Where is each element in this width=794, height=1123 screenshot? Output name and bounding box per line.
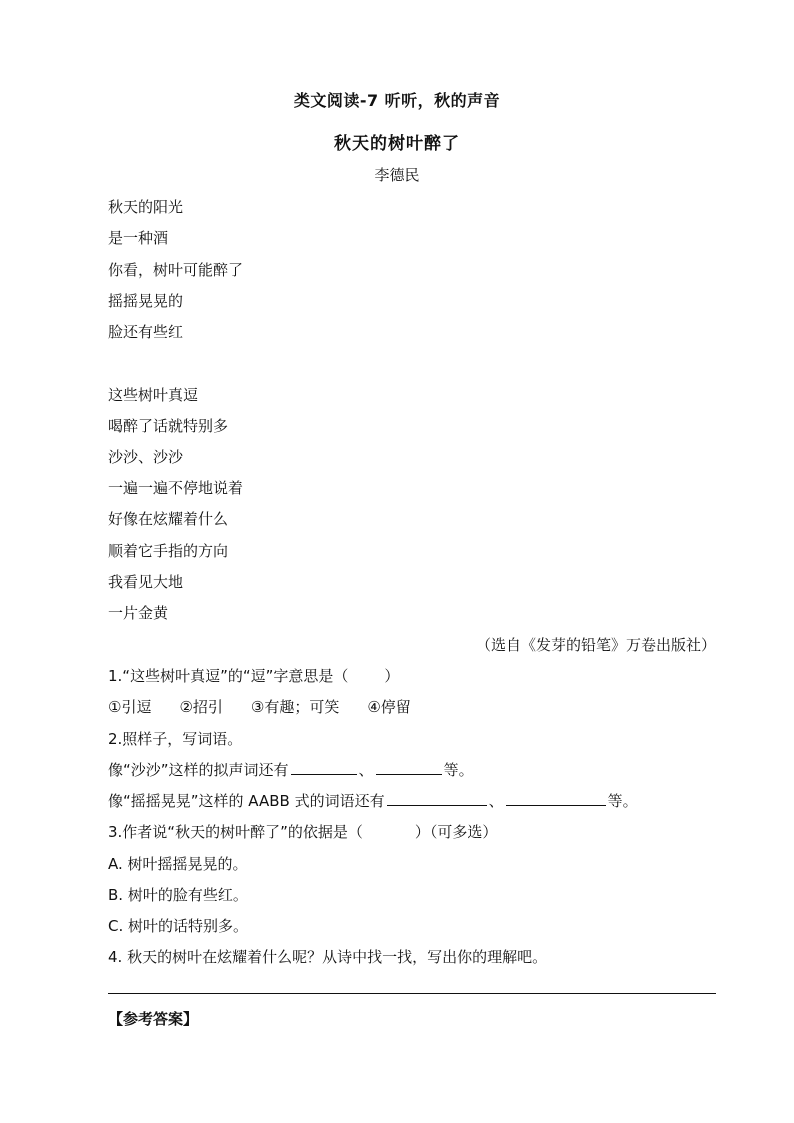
poem-line: 沙沙、沙沙 — [108, 448, 184, 466]
option-4: ④停留 — [367, 698, 411, 716]
question-4: 4. 秋天的树叶在炫耀着什么呢？从诗中找一找，写出你的理解吧。 — [108, 948, 548, 966]
worksheet-title: 类文阅读-7 听听，秋的声音 — [293, 91, 501, 110]
poem-line: 一遍一遍不停地说着 — [108, 479, 244, 497]
poem-author: 李德民 — [374, 166, 420, 184]
separator: 、 — [488, 792, 504, 810]
poem-line: 喝醉了话就特别多 — [108, 417, 229, 435]
question-2a-text: 像“沙沙”这样的拟声词还有 — [108, 761, 289, 779]
question-3-close: ）（可多选） — [414, 823, 498, 841]
poem-line: 你看，树叶可能醉了 — [108, 261, 244, 279]
poem-line: 这些树叶真逗 — [108, 386, 199, 404]
poem-line: 好像在炫耀着什么 — [108, 510, 229, 528]
answer-blank[interactable] — [291, 760, 357, 775]
question-1-options — [108, 696, 411, 717]
option-2: ②招引 — [179, 698, 223, 716]
question-3 — [108, 821, 497, 842]
question-2b-end: 等。 — [607, 792, 638, 810]
question-2b — [108, 790, 638, 811]
answer-heading: 【参考答案】 — [108, 1010, 199, 1028]
option-1: ①引逗 — [108, 698, 152, 716]
poem-source: （选自《发芽的铅笔》万卷出版社） — [475, 636, 716, 654]
answer-blank[interactable] — [506, 791, 606, 806]
question-1 — [108, 665, 399, 686]
question-2b-text: 像“摇摇晃晃”这样的 AABB 式的词语还有 — [108, 792, 385, 810]
poem-line: 脸还有些红 — [108, 323, 184, 341]
question-3-option-c: C. 树叶的话特别多。 — [108, 917, 249, 935]
question-2a-end: 等。 — [443, 761, 474, 779]
question-1-close: ） — [384, 667, 400, 685]
poem-line: 我看见大地 — [108, 573, 184, 591]
question-3-option-b: B. 树叶的脸有些红。 — [108, 886, 248, 904]
question-3-text: 3.作者说“秋天的树叶醉了”的依据是（ — [108, 823, 363, 841]
poem-line: 一片金黄 — [108, 604, 169, 622]
separator: 、 — [358, 761, 374, 779]
poem-line: 摇摇晃晃的 — [108, 292, 184, 310]
poem-line: 秋天的阳光 — [108, 198, 184, 216]
answer-blank[interactable] — [376, 760, 442, 775]
answer-blank[interactable] — [387, 791, 487, 806]
question-2-stem: 2.照样子，写词语。 — [108, 730, 243, 748]
option-3: ③有趣；可笑 — [250, 698, 340, 716]
question-3-option-a: A. 树叶摇摇晃晃的。 — [108, 855, 248, 873]
divider — [108, 993, 716, 994]
poem-line: 是一种酒 — [108, 229, 169, 247]
poem-line: 顺着它手指的方向 — [108, 542, 229, 560]
question-1-text: 1.“这些树叶真逗”的“逗”字意思是（ — [108, 667, 349, 685]
question-2a — [108, 759, 474, 780]
poem-title: 秋天的树叶醉了 — [334, 134, 460, 154]
